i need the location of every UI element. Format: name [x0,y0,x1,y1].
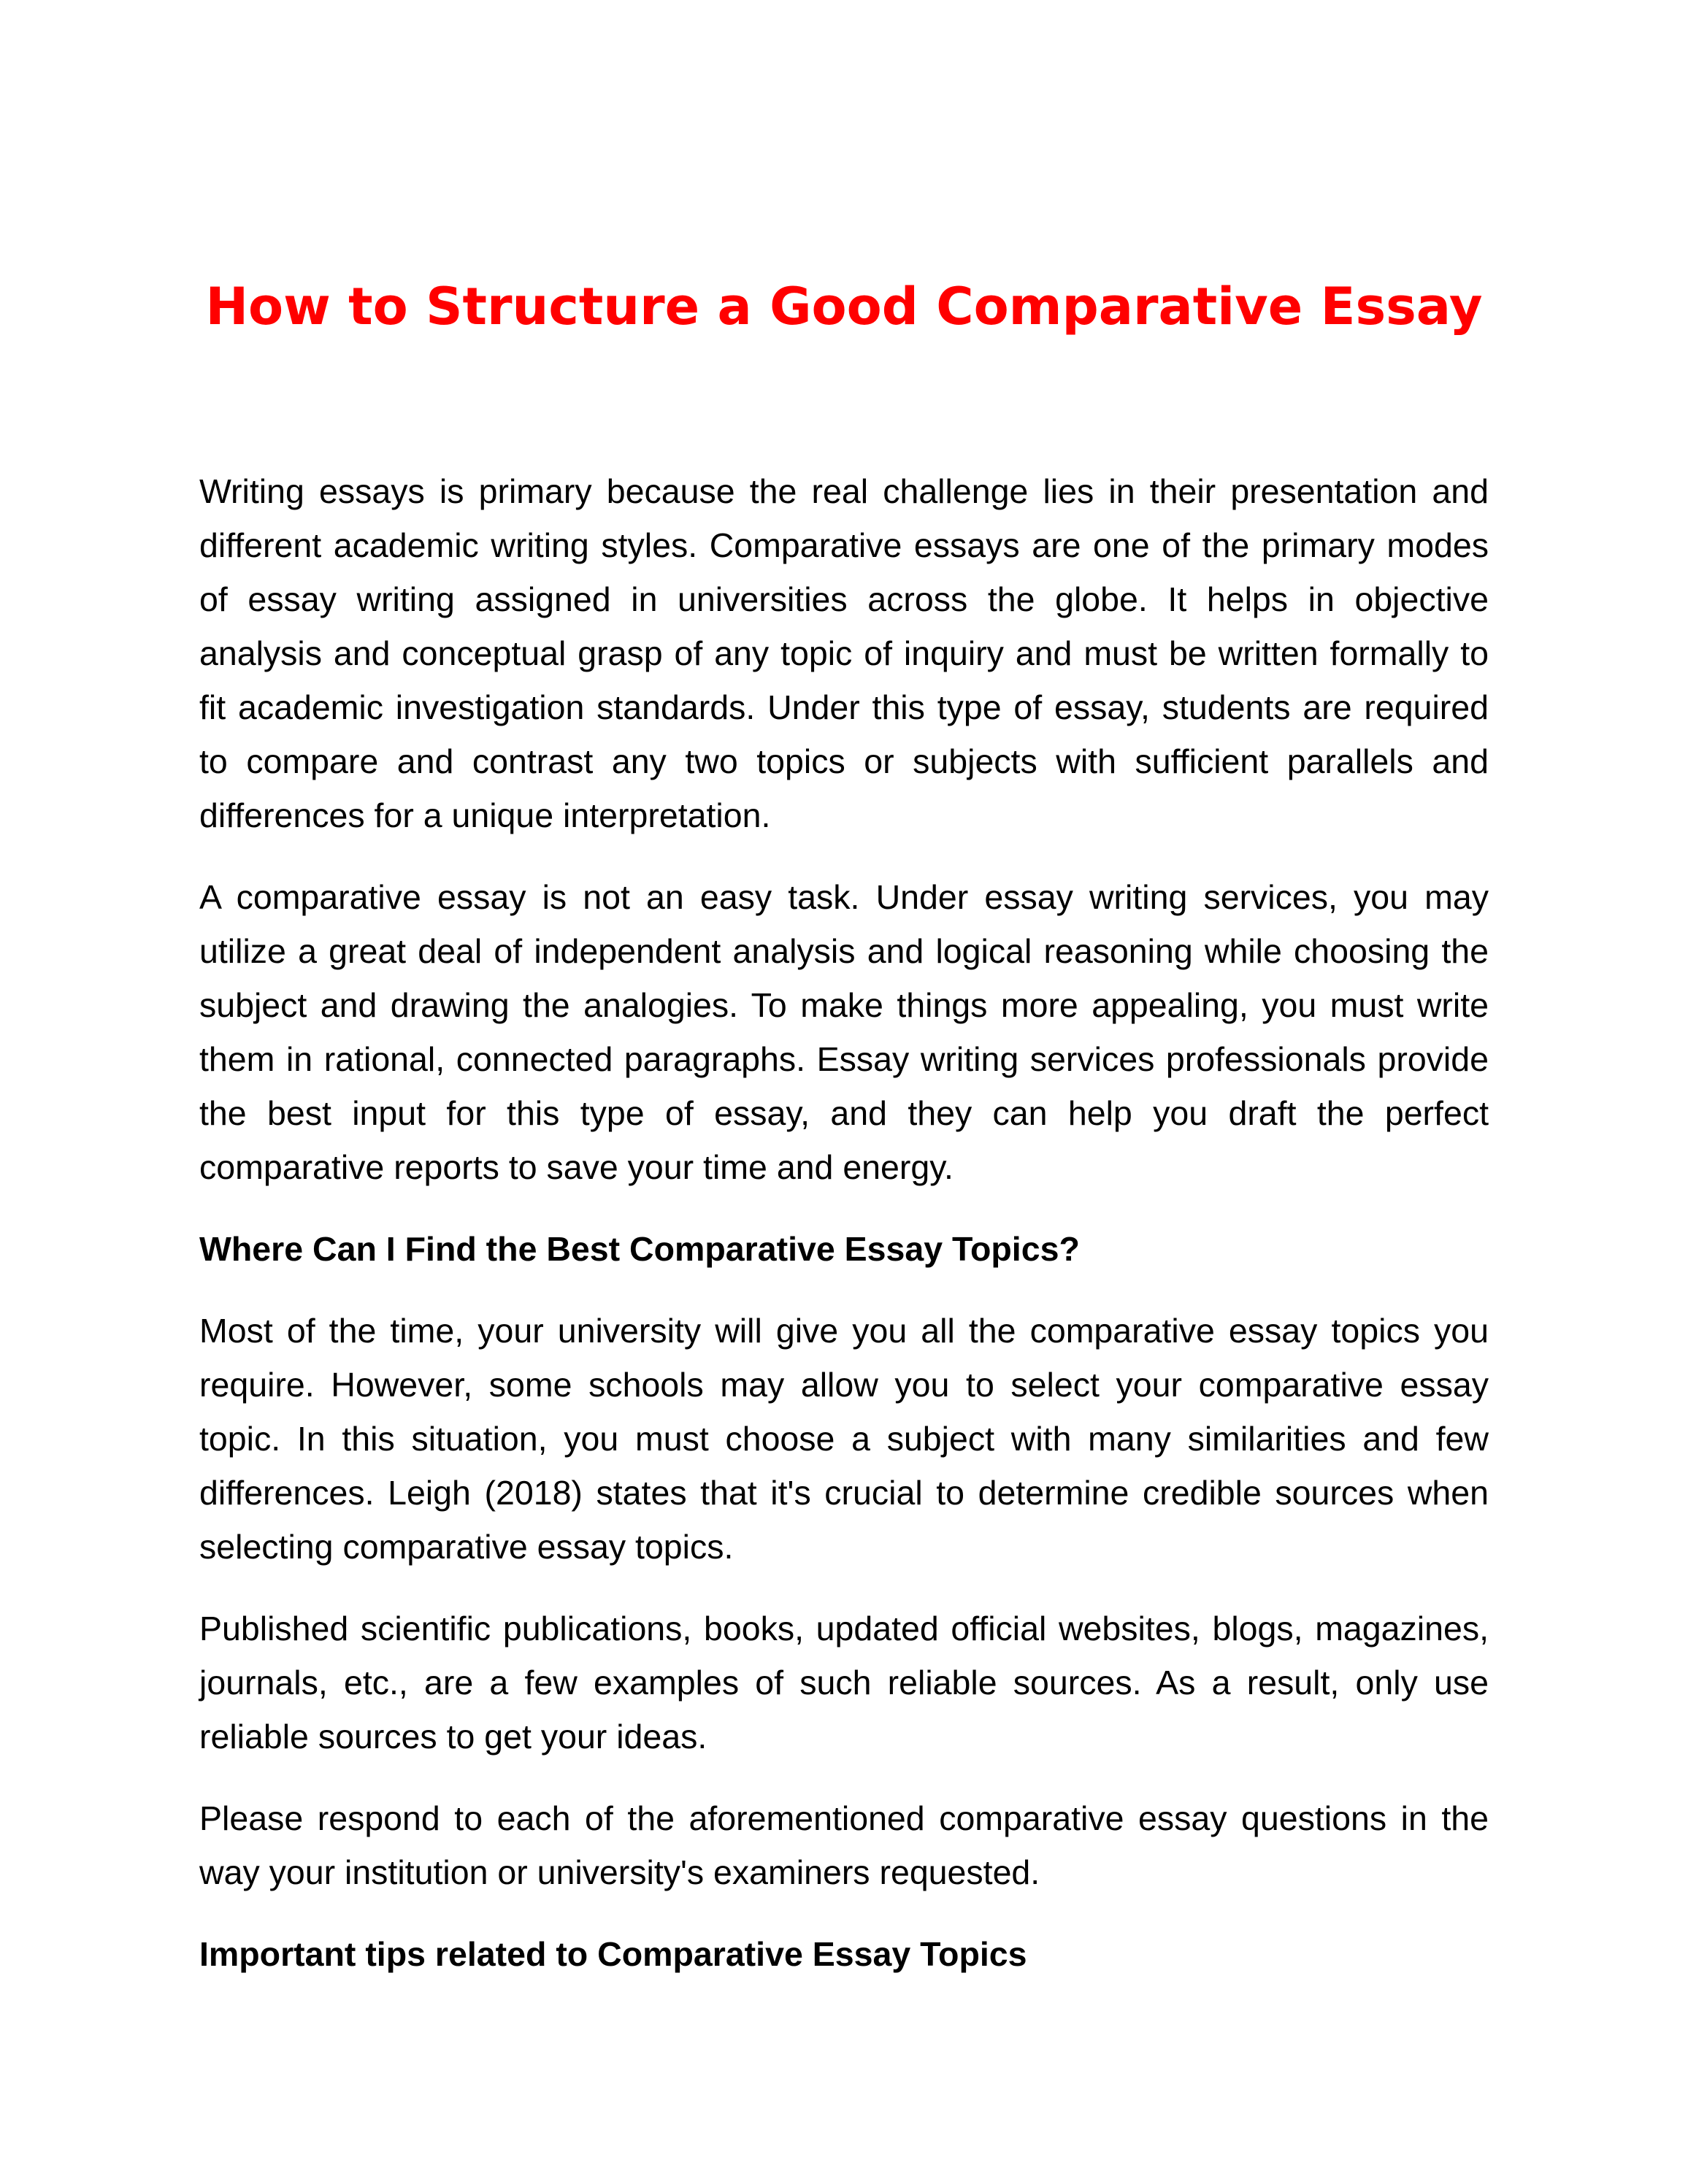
document-body [199,464,1489,2009]
paragraph-reliable-sources: Published scientific publications, books, updated official websites, blogs, magazines, journals, etc., are a few examples of such reliable sources. As a result, only use reliable sources to get your ideas. [199,1610,1489,1756]
paragraph-university-topics: Most of the time, your university will give you all the comparative essay topics you require. However, some schools may allow you to select your comparative essay topic. In this situation, you must choose a subject with many similarities and few differences. Leigh (2018) states that it's crucial to determine credible sources when selecting comparative essay topics. [199,1312,1489,1566]
heading-important-tips: Important tips related to Comparative Essay Topics [199,1935,1027,1973]
paragraph-comparative-task: A comparative essay is not an easy task. Under essay writing services, you may utilize a great deal of independent analysis and logical reasoning while choosing the subject and drawing the analogies. To make things more appealing, you must write them in rational, connected paragraphs. Essay writing services professionals provide the best input for this type of essay, and they can help you draft the perfect comparative reports to save your time and energy. [199,878,1489,1186]
heading-find-topics: Where Can I Find the Best Comparative Essay Topics? [199,1230,1080,1268]
document-title: How to Structure a Good Comparative Essay [205,277,1483,337]
paragraph-respond-questions: Please respond to each of the aforementioned comparative essay questions in the way your institution or university's examiners requested. [199,1799,1489,1891]
paragraph-intro: Writing essays is primary because the real challenge lies in their presentation and different academic writing styles. Comparative essays are one of the primary modes of essay writing assigned in universities across the globe. It helps in objective analysis and conceptual grasp of any topic of inquiry and must be written formally to fit academic investigation standards. Under this type of essay, students are required to compare and contrast any two topics or subjects with sufficient parallels and differences for a unique interpretation. [199,472,1489,834]
